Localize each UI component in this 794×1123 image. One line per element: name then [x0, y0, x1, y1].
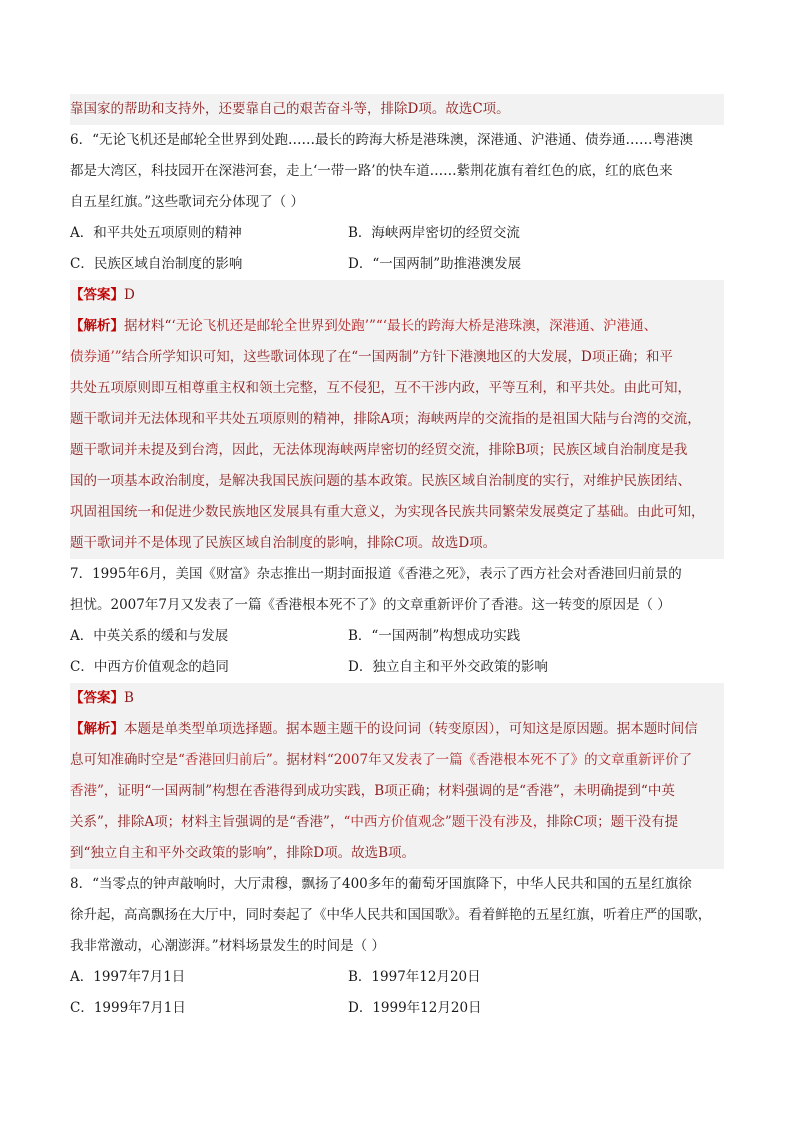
analysis-text: “香港回归前后”: [178, 752, 273, 768]
analysis-label: 【解析】: [70, 318, 124, 334]
q7-analysis-line: [70, 745, 724, 776]
analysis-text: 题干歌词并无法体现和平共处五项原则的精神，排除A项；海峡两岸的交流指的是祖国大陆与台湾的交流，: [70, 411, 701, 427]
analysis-text: ‘无论飞机还是邮轮全世界到处跑’”“‘最长的跨海大桥是港珠澳，深港通、沪港通、: [171, 318, 658, 334]
q6-answer-value: D: [124, 287, 135, 303]
q7-analysis-line: [70, 776, 724, 807]
analysis-text: “2007年又发表了一篇《香港根本死不了》的文章重新评价了: [326, 752, 693, 768]
analysis-text: 债券通’”: [70, 349, 122, 365]
document-content: [70, 94, 724, 1024]
q6-analysis-line: [70, 404, 724, 435]
q6-option-d: D．“一国两制”助推港澳发展: [348, 256, 522, 272]
q5-analysis-tail: 靠国家的帮助和支持外，还要靠自己的艰苦奋斗等，排除D项。故选C项。: [70, 94, 724, 125]
q6-option-c: C．民族区域自治制度的影响: [70, 256, 243, 272]
analysis-text: 息可知准确时空是: [70, 752, 178, 768]
analysis-text: 国的一项基本政治制度，是解决我国民族问题的基本政策。民族区域自治制度的实行，对维护民族团结、: [70, 473, 691, 489]
analysis-text: “中西方价值观念”题干没有涉及，: [343, 814, 547, 830]
analysis-text: 题干歌词并不是体现了民族区域自治制度的影响，排除C项。故选D项。: [70, 535, 497, 551]
q8-stem-line: 8．“当零点的钟声敲响时，大厅肃穆，飘扬了400多年的葡萄牙国旗降下，中华人民共和国的五星红旗徐: [70, 876, 692, 892]
analysis-text: 据材料“: [124, 318, 172, 334]
answer-label: 【答案】: [70, 287, 124, 303]
analysis-text: 结合所学知识可知，这些歌词体现了在“一国两制”方针下港澳地区的大发展，D项正确；和平: [121, 349, 673, 365]
q6-analysis-line: [70, 435, 724, 466]
q7-stem-line: 担忧。2007年7月又发表了一篇《香港根本死不了》的文章重新评价了香港。这一转变的原因是（ ）: [70, 597, 671, 613]
q6-answer: [70, 280, 724, 311]
q6-stem-line: 自五星红旗。”这些歌词充分体现了（ ）: [70, 194, 304, 210]
q6-analysis-line: [70, 311, 724, 342]
question-6: [70, 125, 724, 559]
analysis-text: 题干歌词并未提及到台湾，因此，无法体现海峡两岸密切的经贸交流，排除B项；民族区域自治制度是我: [70, 442, 688, 458]
answer-label: 【答案】: [70, 690, 124, 706]
q7-option-c: C．中西方价值观念的趋同: [70, 659, 229, 675]
q7-stem-line: 7．1995年6月，美国《财富》杂志推出一期封面报道《香港之死》，表示了西方社会对香港回归前景的: [70, 566, 682, 582]
q7-answer-value: B: [124, 690, 134, 706]
analysis-text: 共处五项原则即互相尊重主权和领土完整，互不侵犯，互不干涉内政，平等互利，和平共处。由此可知，: [70, 380, 691, 396]
q8-option-c: C．1999年7月1日: [70, 1000, 186, 1016]
q6-analysis-line: [70, 373, 724, 404]
q7-analysis-line: [70, 714, 724, 745]
q8-stem-line: 徐升起，高高飘扬在大厅中，同时奏起了《中华人民共和国国歌》。看着鲜艳的五星红旗，听着庄严的国歌，: [70, 907, 712, 923]
q6-analysis-line: [70, 528, 724, 559]
q7-option-a: A．中英关系的缓和与发展: [70, 628, 229, 644]
q8-option-a: A．1997年7月1日: [70, 969, 186, 985]
q6-analysis-line: [70, 497, 724, 528]
q7-option-b: B．“一国两制”构想成功实践: [348, 628, 521, 644]
q8-option-b: B．1997年12月20日: [348, 969, 481, 985]
analysis-text: 排除C项；题干没有提: [546, 814, 679, 830]
analysis-text: 到“独立自主和平外交政策的影响”，排除D项。故选B项。: [70, 845, 416, 861]
analysis-text: 。据材料: [272, 752, 327, 768]
q7-answer: [70, 683, 724, 714]
analysis-text: ，证明“一国两制”构想在香港得到成功实践，B项正确；材料强调的是“香港”，未明确提到“中英: [103, 783, 675, 799]
q7-option-d: D．独立自主和平外交政策的影响: [348, 659, 548, 675]
analysis-text: 香港”: [70, 783, 104, 799]
q6-option-a: A．和平共处五项原则的精神: [70, 225, 242, 241]
q6-analysis-line: [70, 342, 724, 373]
analysis-text: 巩固祖国统一和促进少数民族地区发展具有重大意义，为实现各民族共同繁荣发展奠定了基础。由此可知，: [70, 504, 705, 520]
q7-analysis-line: [70, 807, 724, 838]
q6-stem-line: 都是大湾区，科技园开在深港河套，走上‘一带一路’的快车道……紫荆花旗有着红色的底，红的底色来: [70, 163, 673, 179]
q6-analysis: [70, 311, 724, 559]
question-7: [70, 559, 724, 869]
q6-analysis-line: [70, 466, 724, 497]
analysis-text: 关系”，排除A项；材料主旨强调的是“香港”，: [70, 814, 344, 830]
q7-analysis-line: [70, 838, 724, 869]
q6-option-b: B．海峡两岸密切的经贸交流: [348, 225, 520, 241]
q6-stem-line: 6．“无论飞机还是邮轮全世界到处跑……最长的跨海大桥是港珠澳，深港通、沪港通、债券通……粤港澳: [70, 132, 693, 148]
q7-analysis: [70, 714, 724, 869]
q8-stem-line: 我非常激动，心潮澎湃。”材料场景发生的时间是（ ）: [70, 938, 385, 954]
q8-option-d: D．1999年12月20日: [348, 1000, 482, 1016]
analysis-text: 本题是单类型单项选择题。据本题主题干的设问词（转变原因），可知这是原因题。据本题时间信: [124, 721, 698, 737]
question-8: [70, 869, 724, 1024]
analysis-label: 【解析】: [70, 721, 124, 737]
